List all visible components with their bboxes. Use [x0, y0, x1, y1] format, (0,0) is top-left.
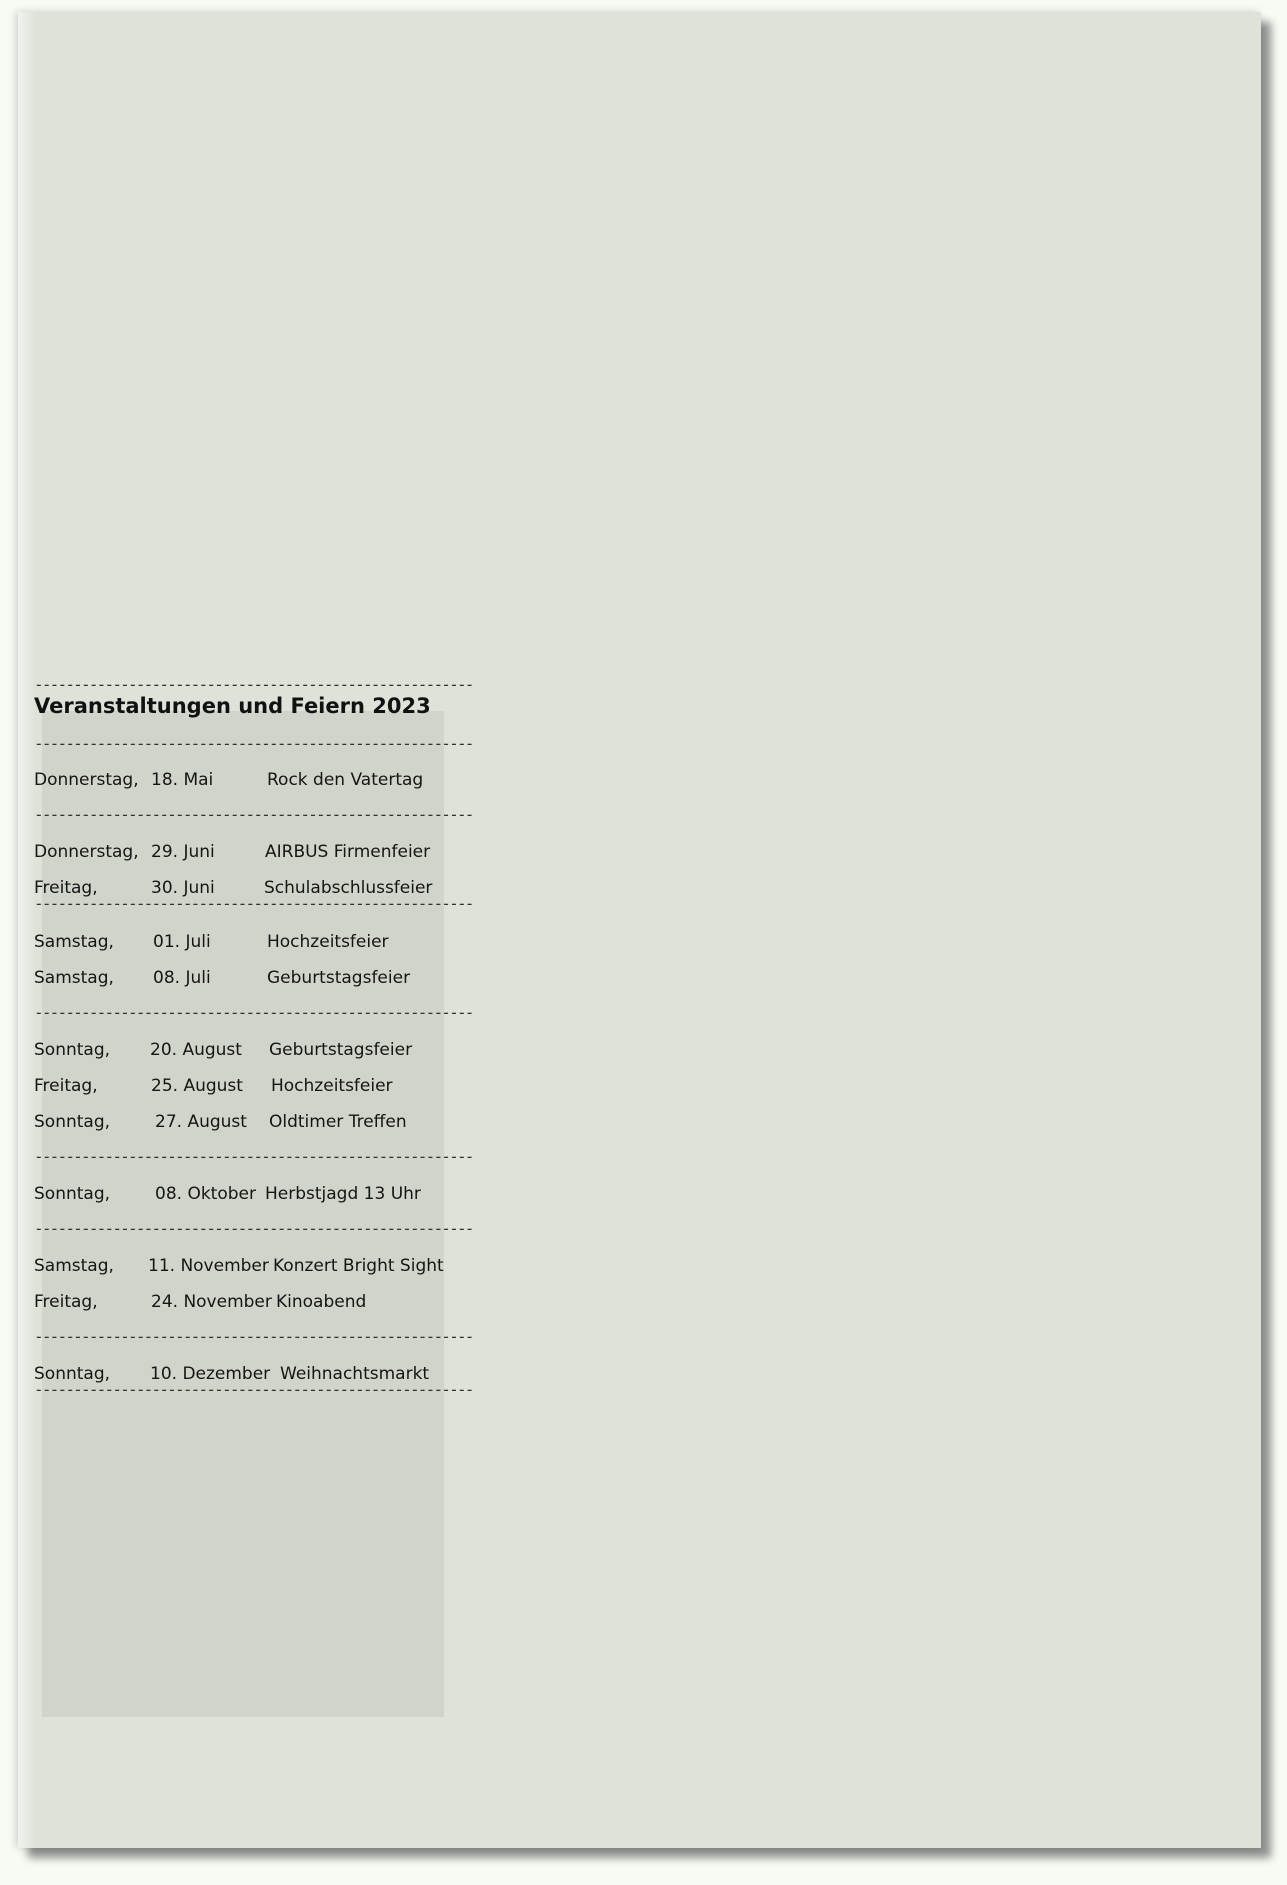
section-divider: -------------------------------------------------------- — [34, 734, 473, 753]
page-left-edge — [18, 12, 34, 1848]
event-row — [34, 1291, 454, 1313]
event-date: 25. August — [151, 1076, 243, 1096]
event-title: Weihnachtsmarkt — [280, 1364, 430, 1384]
event-row — [34, 841, 454, 863]
event-day: Samstag, — [34, 1256, 114, 1276]
event-row — [34, 1255, 454, 1277]
event-title: Hochzeitsfeier — [271, 1076, 393, 1096]
section-divider: -------------------------------------------------------- — [34, 894, 473, 913]
event-day: Freitag, — [34, 878, 98, 898]
event-title: AIRBUS Firmenfeier — [265, 842, 431, 862]
event-title: Konzert Bright Sight — [273, 1256, 444, 1276]
section-divider: -------------------------------------------------------- — [34, 805, 473, 824]
event-day: Donnerstag, — [34, 770, 139, 790]
event-title: Schulabschlussfeier — [264, 878, 433, 898]
event-date: 27. August — [155, 1112, 247, 1132]
section-divider: -------------------------------------------------------- — [34, 1003, 473, 1022]
event-day: Sonntag, — [34, 1184, 111, 1204]
events-title: Veranstaltungen und Feiern 2023 — [34, 694, 431, 718]
event-row — [34, 1111, 454, 1133]
event-title: Rock den Vatertag — [267, 770, 424, 790]
event-day: Sonntag, — [34, 1364, 111, 1384]
section-divider: -------------------------------------------------------- — [34, 1219, 473, 1238]
event-title: Hochzeitsfeier — [267, 932, 389, 952]
event-day: Samstag, — [34, 968, 114, 988]
event-row — [34, 1183, 454, 1205]
event-date: 11. November — [148, 1256, 269, 1276]
event-date: 20. August — [150, 1040, 242, 1060]
event-title: Kinoabend — [276, 1292, 367, 1312]
event-date: 29. Juni — [151, 842, 215, 862]
title-top-divider: -------------------------------------------------------- — [34, 675, 473, 694]
event-row — [34, 1075, 454, 1097]
event-title: Geburtstagsfeier — [267, 968, 411, 988]
event-date: 24. November — [151, 1292, 272, 1312]
event-date: 01. Juli — [153, 932, 211, 952]
event-day: Sonntag, — [34, 1112, 111, 1132]
event-day: Donnerstag, — [34, 842, 139, 862]
event-date: 18. Mai — [151, 770, 214, 790]
event-day: Samstag, — [34, 932, 114, 952]
event-row — [34, 1039, 454, 1061]
event-day: Sonntag, — [34, 1040, 111, 1060]
event-day: Freitag, — [34, 1292, 98, 1312]
section-divider: -------------------------------------------------------- — [34, 1380, 473, 1399]
event-date: 08. Oktober — [155, 1184, 256, 1204]
section-divider: -------------------------------------------------------- — [34, 1147, 473, 1166]
event-row — [34, 769, 454, 791]
event-row — [34, 967, 454, 989]
event-date: 30. Juni — [151, 878, 215, 898]
event-title: Geburtstagsfeier — [269, 1040, 413, 1060]
event-date: 08. Juli — [153, 968, 211, 988]
event-row — [34, 931, 454, 953]
event-date: 10. Dezember — [150, 1364, 271, 1384]
event-title: Herbstjagd 13 Uhr — [265, 1184, 421, 1204]
event-day: Freitag, — [34, 1076, 98, 1096]
event-title: Oldtimer Treffen — [269, 1112, 407, 1132]
section-divider: -------------------------------------------------------- — [34, 1327, 473, 1346]
document-page — [18, 12, 1261, 1848]
